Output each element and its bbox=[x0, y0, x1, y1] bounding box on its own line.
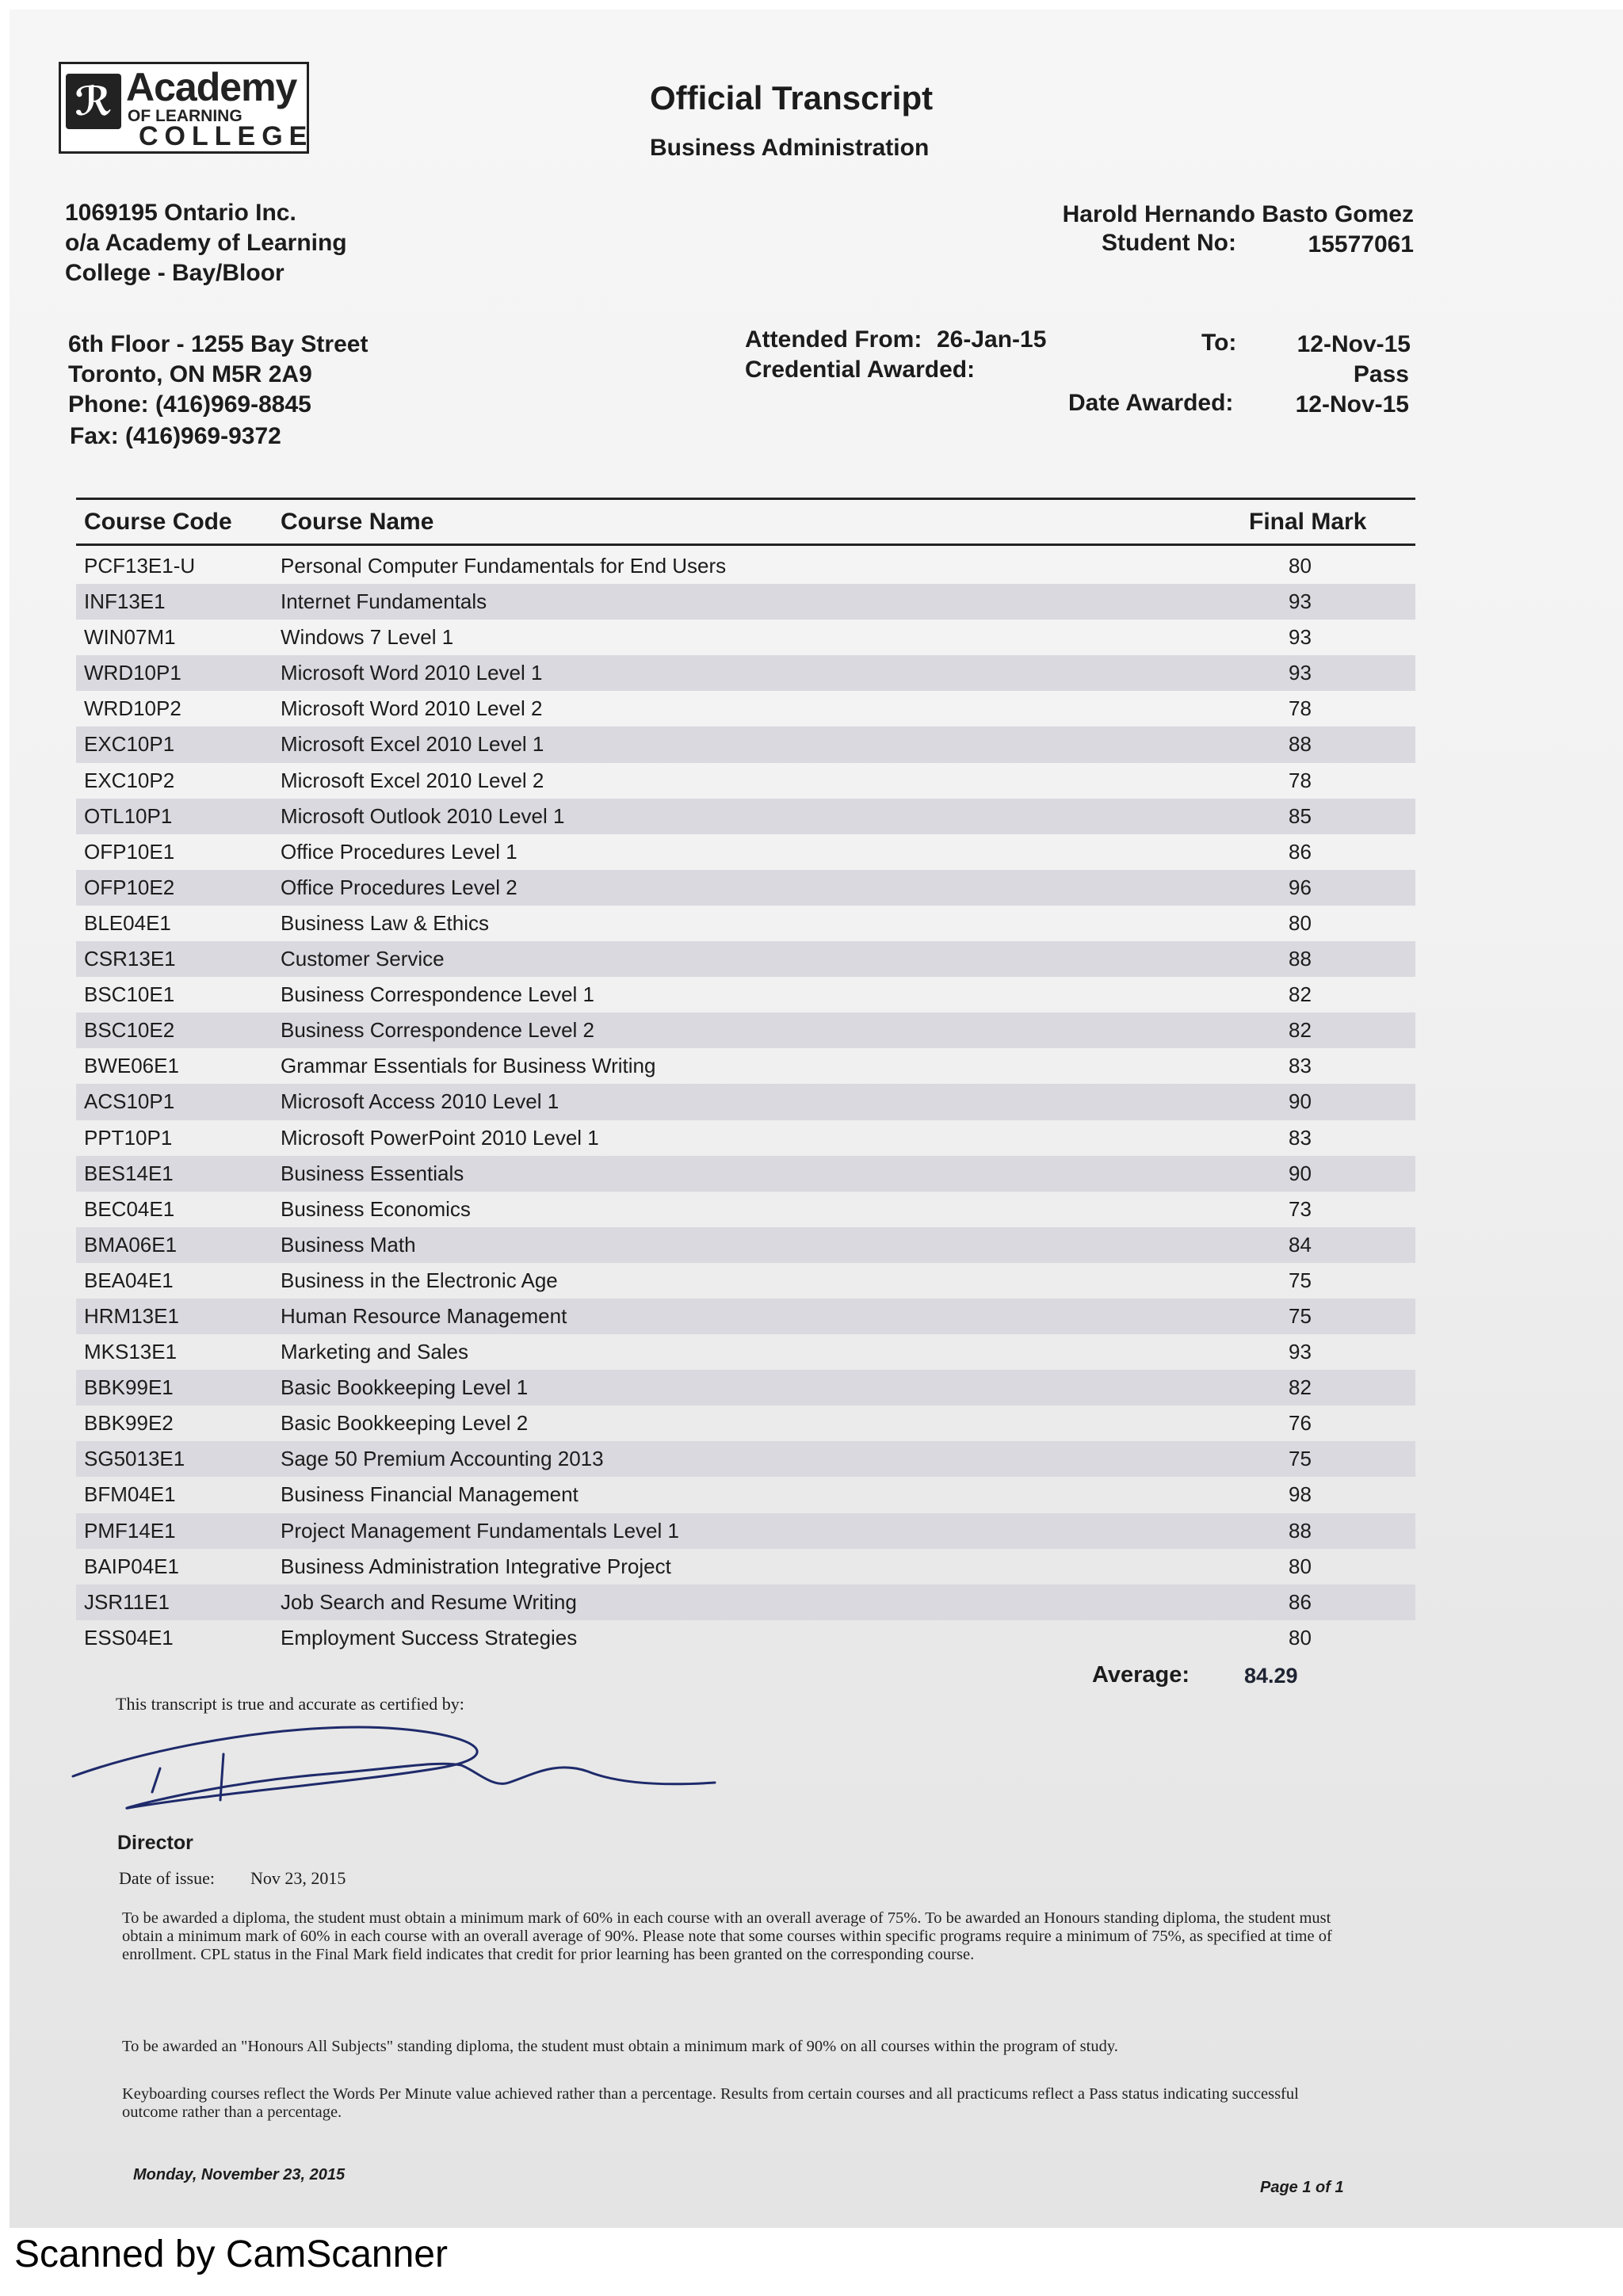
document-title: Official Transcript bbox=[650, 79, 934, 116]
table-row bbox=[76, 834, 1415, 870]
course-code-cell: OTL10P1 bbox=[84, 803, 173, 828]
course-name-cell: Office Procedures Level 1 bbox=[281, 839, 517, 864]
table-row bbox=[76, 655, 1415, 691]
course-name-cell: Grammar Essentials for Business Writing bbox=[281, 1054, 656, 1078]
course-name-cell: Job Search and Resume Writing bbox=[281, 1589, 577, 1614]
table-row bbox=[76, 548, 1415, 584]
table-row bbox=[76, 1084, 1415, 1119]
final-mark-cell: 86 bbox=[1289, 839, 1312, 864]
course-code-cell: WIN07M1 bbox=[84, 625, 176, 650]
logo-text-academy: Academy bbox=[126, 65, 297, 109]
table-row bbox=[76, 691, 1415, 727]
course-code-cell: PMF14E1 bbox=[84, 1518, 176, 1543]
table-row bbox=[76, 1477, 1415, 1512]
course-name-cell: Microsoft Outlook 2010 Level 1 bbox=[281, 803, 565, 828]
course-name-cell: Basic Bookkeeping Level 1 bbox=[281, 1375, 529, 1400]
school-address-2: Toronto, ON M5R 2A9 bbox=[68, 361, 312, 387]
table-row bbox=[76, 1156, 1415, 1192]
table-row bbox=[76, 1370, 1415, 1405]
course-name-cell: Sage 50 Premium Accounting 2013 bbox=[281, 1447, 604, 1471]
transcript-page bbox=[10, 10, 1623, 2228]
final-mark-cell: 73 bbox=[1289, 1196, 1312, 1221]
final-mark-cell: 78 bbox=[1289, 696, 1312, 721]
course-code-cell: MKS13E1 bbox=[84, 1340, 178, 1364]
average-value: 84.29 bbox=[1244, 1664, 1298, 1688]
final-mark-cell: 84 bbox=[1289, 1232, 1312, 1257]
course-code-cell: BBK99E1 bbox=[84, 1375, 174, 1400]
course-name-cell: Business Math bbox=[281, 1232, 416, 1257]
table-row bbox=[76, 1549, 1415, 1585]
course-code-cell: BEA04E1 bbox=[84, 1268, 174, 1292]
course-name-cell: Internet Fundamentals bbox=[281, 589, 487, 614]
course-code-cell: SG5013E1 bbox=[84, 1447, 185, 1471]
course-name-cell: Microsoft Word 2010 Level 2 bbox=[281, 696, 543, 721]
course-name-cell: Microsoft Access 2010 Level 1 bbox=[281, 1089, 559, 1114]
table-row bbox=[76, 799, 1415, 834]
final-mark-cell: 80 bbox=[1289, 1625, 1312, 1650]
final-mark-cell: 75 bbox=[1289, 1268, 1312, 1292]
final-mark-cell: 93 bbox=[1289, 1340, 1312, 1364]
course-code-cell: BLE04E1 bbox=[84, 910, 171, 935]
course-name-cell: Project Management Fundamentals Level 1 bbox=[281, 1518, 679, 1543]
course-name-cell: Basic Bookkeeping Level 2 bbox=[281, 1411, 529, 1436]
school-address-1: 6th Floor - 1255 Bay Street bbox=[68, 331, 369, 357]
course-code-cell: BAIP04E1 bbox=[84, 1554, 179, 1578]
final-mark-cell: 88 bbox=[1289, 732, 1312, 757]
final-mark-cell: 86 bbox=[1289, 1589, 1312, 1614]
course-name-cell: Business Administration Integrative Project bbox=[281, 1554, 671, 1578]
school-line-2: o/a Academy of Learning bbox=[65, 230, 347, 256]
course-name-cell: Employment Success Strategies bbox=[281, 1625, 578, 1650]
course-name-cell: Human Resource Management bbox=[281, 1303, 567, 1328]
final-mark-cell: 96 bbox=[1289, 875, 1312, 899]
attended-to-date: 12-Nov-15 bbox=[1296, 331, 1411, 357]
final-mark-cell: 85 bbox=[1289, 803, 1312, 828]
table-row bbox=[76, 1299, 1415, 1334]
final-mark-cell: 76 bbox=[1289, 1411, 1312, 1436]
course-code-cell: PCF13E1-U bbox=[84, 554, 196, 578]
course-name-cell: Microsoft PowerPoint 2010 Level 1 bbox=[281, 1125, 599, 1150]
final-mark-cell: 80 bbox=[1289, 1554, 1312, 1578]
table-rule-top bbox=[76, 498, 1415, 500]
course-code-cell: OFP10E1 bbox=[84, 839, 175, 864]
final-mark-cell: 82 bbox=[1289, 982, 1312, 1007]
director-signature bbox=[65, 1713, 731, 1832]
course-code-cell: ESS04E1 bbox=[84, 1625, 174, 1650]
final-mark-cell: 82 bbox=[1289, 1018, 1312, 1043]
footer-page-number: Page 1 of 1 bbox=[1260, 2179, 1344, 2196]
course-name-cell: Business Economics bbox=[281, 1196, 471, 1221]
student-number-label: Student No: bbox=[1102, 230, 1236, 256]
final-mark-cell: 83 bbox=[1289, 1125, 1312, 1150]
school-line-3: College - Bay/Bloor bbox=[65, 260, 285, 286]
student-name: Harold Hernando Basto Gomez bbox=[1062, 201, 1414, 227]
table-row bbox=[76, 1334, 1415, 1370]
course-name-cell: Marketing and Sales bbox=[281, 1340, 469, 1364]
course-code-cell: EXC10P1 bbox=[84, 732, 175, 757]
course-code-cell: JSR11E1 bbox=[84, 1589, 170, 1614]
final-mark-cell: 83 bbox=[1289, 1054, 1312, 1078]
final-mark-cell: 80 bbox=[1289, 554, 1312, 578]
course-code-cell: BSC10E2 bbox=[84, 1018, 175, 1043]
course-code-cell: ACS10P1 bbox=[84, 1089, 175, 1114]
final-mark-cell: 93 bbox=[1289, 661, 1312, 685]
attended-from-date: 26-Jan-15 bbox=[937, 326, 1047, 353]
course-code-cell: BBK99E2 bbox=[84, 1411, 174, 1436]
table-row bbox=[76, 1405, 1415, 1441]
header-course-name: Course Name bbox=[281, 509, 434, 535]
school-fax: Fax: (416)969-9372 bbox=[70, 423, 281, 449]
course-code-cell: INF13E1 bbox=[84, 589, 166, 614]
credential-awarded-label: Credential Awarded: bbox=[745, 357, 976, 383]
header-course-code: Course Code bbox=[84, 509, 232, 535]
school-line-1: 1069195 Ontario Inc. bbox=[65, 200, 296, 226]
course-name-cell: Business Essentials bbox=[281, 1161, 464, 1185]
course-code-cell: CSR13E1 bbox=[84, 947, 176, 971]
table-row bbox=[76, 1227, 1415, 1263]
final-mark-cell: 93 bbox=[1289, 625, 1312, 650]
course-name-cell: Personal Computer Fundamentals for End Users bbox=[281, 554, 727, 578]
certification-statement: This transcript is true and accurate as certified by: bbox=[116, 1694, 464, 1714]
logo-text-of-learning: OF LEARNING bbox=[128, 107, 242, 125]
course-name-cell: Microsoft Word 2010 Level 1 bbox=[281, 661, 543, 685]
date-of-issue-label: Date of issue: bbox=[119, 1868, 215, 1888]
course-code-cell: BMA06E1 bbox=[84, 1232, 178, 1257]
final-mark-cell: 90 bbox=[1289, 1089, 1312, 1114]
course-name-cell: Customer Service bbox=[281, 947, 445, 971]
course-code-cell: BWE06E1 bbox=[84, 1054, 179, 1078]
table-row bbox=[76, 870, 1415, 906]
course-code-cell: EXC10P2 bbox=[84, 768, 175, 792]
date-of-issue-value: Nov 23, 2015 bbox=[250, 1868, 346, 1888]
course-rows bbox=[76, 548, 1415, 1656]
credential-awarded-value: Pass bbox=[1353, 361, 1409, 387]
course-name-cell: Business Financial Management bbox=[281, 1482, 579, 1507]
course-code-cell: HRM13E1 bbox=[84, 1303, 179, 1328]
final-mark-cell: 93 bbox=[1289, 589, 1312, 614]
average-label: Average: bbox=[1092, 1662, 1190, 1688]
final-mark-cell: 98 bbox=[1289, 1482, 1312, 1507]
course-name-cell: Business Correspondence Level 1 bbox=[281, 982, 595, 1007]
course-code-cell: WRD10P2 bbox=[84, 696, 181, 721]
course-name-cell: Microsoft Excel 2010 Level 1 bbox=[281, 732, 544, 757]
scanner-caption: Scanned by CamScanner bbox=[14, 2233, 448, 2275]
date-awarded-label: Date Awarded: bbox=[1068, 390, 1234, 416]
table-rule-header bbox=[76, 543, 1415, 546]
final-mark-cell: 75 bbox=[1289, 1303, 1312, 1328]
table-row bbox=[76, 727, 1415, 762]
school-phone: Phone: (416)969-8845 bbox=[68, 391, 311, 418]
signatory-title: Director bbox=[117, 1832, 193, 1854]
table-row bbox=[76, 1620, 1415, 1656]
course-name-cell: Microsoft Excel 2010 Level 2 bbox=[281, 768, 544, 792]
course-code-cell: BFM04E1 bbox=[84, 1482, 176, 1507]
footer-date: Monday, November 23, 2015 bbox=[133, 2166, 346, 2183]
final-mark-cell: 90 bbox=[1289, 1161, 1312, 1185]
table-row bbox=[76, 1192, 1415, 1227]
student-number: 15577061 bbox=[1308, 231, 1414, 257]
attended-from-label: Attended From: bbox=[745, 326, 922, 353]
table-row bbox=[76, 1441, 1415, 1477]
final-mark-cell: 78 bbox=[1289, 768, 1312, 792]
table-row bbox=[76, 620, 1415, 655]
table-row bbox=[76, 584, 1415, 620]
course-name-cell: Business in the Electronic Age bbox=[281, 1268, 558, 1292]
final-mark-cell: 88 bbox=[1289, 947, 1312, 971]
honours-note: To be awarded an "Honours All Subjects" standing diploma, the student must obtain a minimum mark of 90% on all courses within the program of study. bbox=[122, 2038, 1118, 2055]
course-code-cell: BSC10E1 bbox=[84, 982, 175, 1007]
logo-text-college: COLLEGE bbox=[139, 121, 314, 151]
logo-mark-icon: ℛ bbox=[66, 74, 121, 129]
attended-to-label: To: bbox=[1201, 330, 1237, 356]
program-name: Business Administration bbox=[650, 135, 930, 161]
college-logo bbox=[59, 62, 314, 154]
keyboarding-note: Keyboarding courses reflect the Words Per Minute value achieved rather than a percentage. Results from certain courses and all practicums reflect a Pass status indicating successful outcome rather than a percentage. bbox=[122, 2085, 1299, 2121]
final-mark-cell: 80 bbox=[1289, 910, 1312, 935]
course-name-cell: Business Correspondence Level 2 bbox=[281, 1018, 595, 1043]
table-row bbox=[76, 763, 1415, 799]
table-row bbox=[76, 1013, 1415, 1048]
table-row bbox=[76, 977, 1415, 1013]
course-code-cell: BEC04E1 bbox=[84, 1196, 175, 1221]
course-name-cell: Office Procedures Level 2 bbox=[281, 875, 517, 899]
table-row bbox=[76, 941, 1415, 977]
course-code-cell: PPT10P1 bbox=[84, 1125, 173, 1150]
course-code-cell: BES14E1 bbox=[84, 1161, 174, 1185]
course-name-cell: Business Law & Ethics bbox=[281, 910, 490, 935]
table-row bbox=[76, 906, 1415, 941]
final-mark-cell: 88 bbox=[1289, 1518, 1312, 1543]
course-code-cell: WRD10P1 bbox=[84, 661, 181, 685]
table-row bbox=[76, 1585, 1415, 1620]
table-row bbox=[76, 1263, 1415, 1299]
diploma-requirements-note: To be awarded a diploma, the student must obtain a minimum mark of 60% in each course with an overall average of 75%. To be awarded an Honours standing diploma, the student must obtain a minimum mark of 60% in each course with an overall average of 90%. Please note that some courses within specific programs require a minimum of 75%, as specified at time of enrollment. CPL status in the Final Mark field indicates that credit for prior learning has been granted on the corresponding course. bbox=[122, 1909, 1332, 1963]
table-row bbox=[76, 1120, 1415, 1156]
course-code-cell: OFP10E2 bbox=[84, 875, 175, 899]
date-awarded-value: 12-Nov-15 bbox=[1295, 391, 1409, 418]
final-mark-cell: 75 bbox=[1289, 1447, 1312, 1471]
table-row bbox=[76, 1048, 1415, 1084]
course-name-cell: Windows 7 Level 1 bbox=[281, 625, 454, 650]
header-final-mark: Final Mark bbox=[1249, 509, 1367, 535]
final-mark-cell: 82 bbox=[1289, 1375, 1312, 1400]
table-row bbox=[76, 1513, 1415, 1549]
